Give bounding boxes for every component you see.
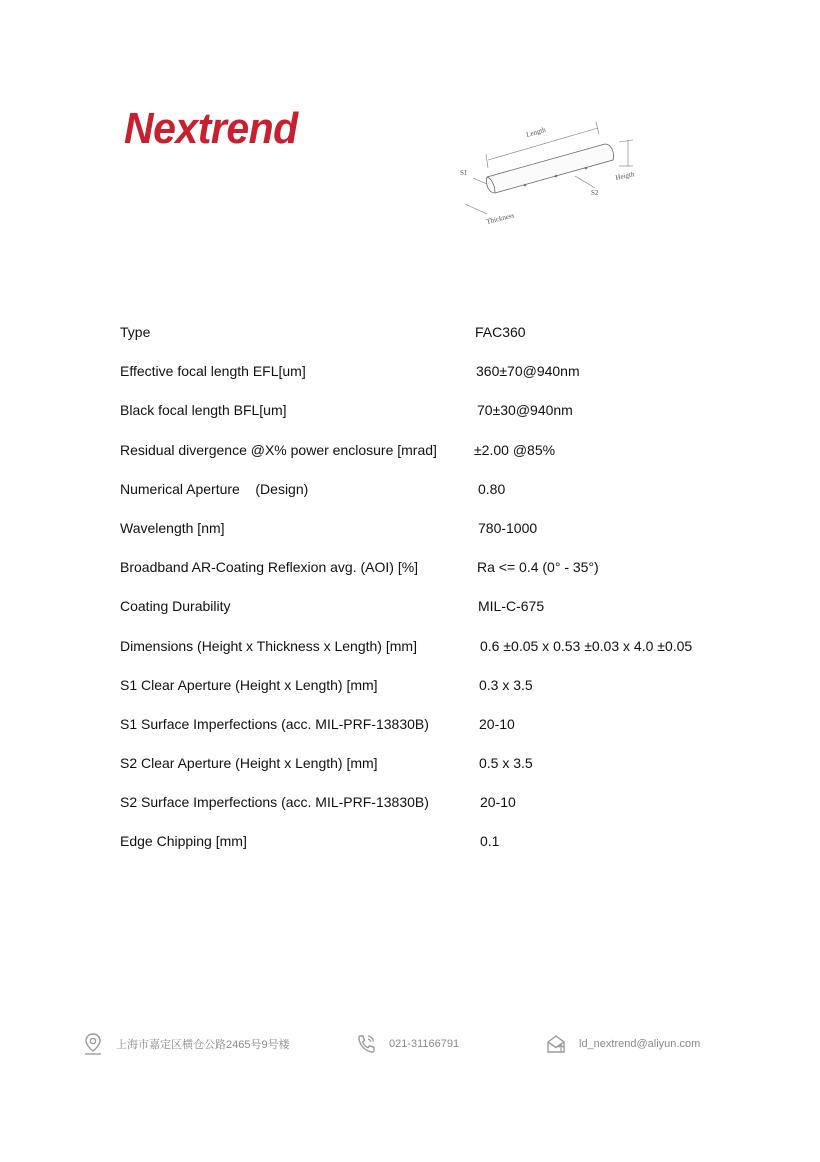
spec-row	[120, 441, 760, 480]
spec-value: 0.6 ±0.05 x 0.53 ±0.03 x 4.0 ±0.05	[480, 637, 693, 654]
spec-label: Effective focal length EFL[um]	[120, 363, 306, 380]
spec-label: S2 Surface Imperfections (acc. MIL-PRF-13830B)	[120, 794, 429, 811]
brand-logo: Nextrend	[124, 104, 298, 153]
address-text: 上海市嘉定区横仓公路2465号9号楼	[116, 1039, 290, 1051]
spec-label: Edge Chipping [mm]	[120, 833, 247, 850]
mail-icon	[545, 1032, 567, 1056]
spec-label: Wavelength [nm]	[120, 519, 225, 536]
spec-value: 780-1000	[478, 519, 538, 536]
spec-label: Dimensions (Height x Thickness x Length) [mm]	[120, 637, 417, 654]
height-label: Heigth	[614, 170, 636, 182]
spec-row	[120, 754, 760, 793]
spec-label: Black focal length BFL[um]	[120, 402, 287, 419]
spec-value: 0.80	[478, 480, 506, 497]
spec-value: ±2.00 @85%	[474, 441, 556, 458]
email-text: ld_nextrend@aliyun.com	[579, 1038, 701, 1050]
spec-label: Type	[120, 324, 151, 340]
spec-value: Ra <= 0.4 (0° - 35°)	[477, 559, 599, 576]
spec-row	[120, 519, 760, 558]
spec-value: 70±30@940nm	[477, 402, 573, 419]
length-label: Length	[525, 125, 547, 139]
spec-row	[120, 637, 760, 676]
s2-label: S2	[591, 189, 599, 197]
spec-row	[120, 832, 760, 871]
page-footer	[0, 1032, 820, 1062]
lens-mark	[555, 175, 558, 178]
spec-value: 0.5 x 3.5	[479, 755, 533, 772]
spec-table	[120, 323, 760, 872]
spec-row	[120, 558, 760, 597]
lens-mark	[524, 184, 527, 187]
spec-value: 0.3 x 3.5	[479, 676, 533, 693]
spec-label: S1 Surface Imperfections (acc. MIL-PRF-13830B)	[120, 715, 429, 732]
thickness-label: Thickness	[485, 211, 516, 226]
phone-text: 021-31166791	[389, 1038, 460, 1050]
spec-value: MIL-C-675	[478, 598, 545, 615]
spec-value: 0.1	[480, 833, 500, 850]
phone-icon	[355, 1032, 377, 1056]
lens-rod	[486, 144, 613, 193]
spec-label: S2 Clear Aperture (Height x Length) [mm]	[120, 755, 378, 772]
location-pin-icon	[82, 1032, 104, 1056]
spec-row	[120, 676, 760, 715]
spec-label: Coating Durability	[120, 598, 231, 615]
spec-row	[120, 597, 760, 636]
spec-value: 20-10	[480, 794, 516, 811]
footer-phone	[355, 1032, 459, 1056]
s1-label: S1	[460, 169, 468, 177]
lens-diagram	[455, 122, 655, 232]
spec-value: 360±70@940nm	[476, 363, 580, 380]
spec-row	[120, 362, 760, 401]
footer-email	[545, 1032, 700, 1056]
spec-row	[120, 793, 760, 832]
spec-value: 20-10	[479, 715, 515, 732]
spec-label: Residual divergence @X% power enclosure [mrad]	[120, 441, 437, 458]
spec-label: S1 Clear Aperture (Height x Length) [mm]	[120, 676, 378, 693]
spec-row	[120, 323, 760, 362]
footer-address	[82, 1032, 290, 1056]
spec-row	[120, 480, 760, 519]
spec-row	[120, 715, 760, 754]
spec-label: Numerical Aperture (Design)	[120, 480, 309, 497]
spec-value: FAC360	[475, 324, 526, 340]
spec-row	[120, 401, 760, 440]
lens-mark	[585, 167, 588, 170]
spec-label: Broadband AR-Coating Reflexion avg. (AOI) [%]	[120, 559, 419, 576]
